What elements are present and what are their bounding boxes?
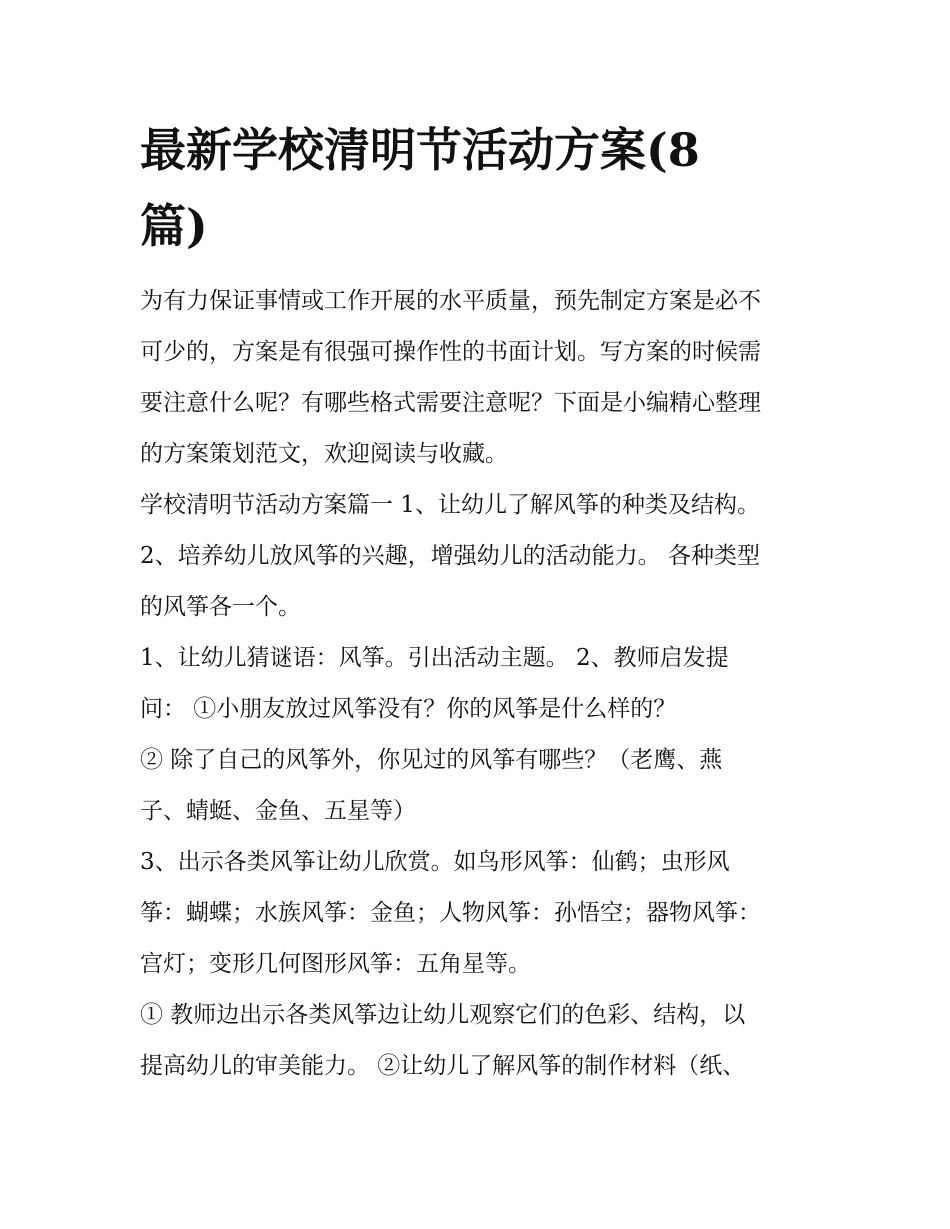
body-line: 1、让幼儿猜谜语：风筝。引出活动主题。 2、教师启发提 <box>140 645 729 671</box>
title-line-1: 最新学校清明节活动方案(8 <box>140 123 700 177</box>
body-line: 学校清明节活动方案篇一 1、让幼儿了解风筝的种类及结构。 <box>140 492 760 518</box>
body-line: ② 除了自己的风筝外，你见过的风筝有哪些？（老鹰、燕 <box>140 747 723 773</box>
body-line: 提高幼儿的审美能力。 ②让幼儿了解风筝的制作材料（纸、 <box>140 1053 746 1079</box>
body-line: 3、出示各类风筝让幼儿欣赏。如鸟形风筝：仙鹤；虫形风 <box>140 849 730 875</box>
body-line: 宫灯；变形几何图形风筝：五角星等。 <box>140 951 531 977</box>
body-line: 2、培养幼儿放风筝的兴趣，增强幼儿的活动能力。 各种类型 <box>140 543 760 569</box>
document-body <box>140 276 820 1092</box>
body-line: 要注意什么呢？有哪些格式需要注意呢？下面是小编精心整理 <box>140 390 761 416</box>
body-line: 筝：蝴蝶；水族风筝：金鱼；人物风筝：孙悟空；器物风筝： <box>140 900 761 926</box>
title-line-2: 篇) <box>140 199 208 253</box>
document-title <box>140 112 820 264</box>
body-line: 可少的，方案是有很强可操作性的书面计划。写方案的时候需 <box>140 339 761 365</box>
body-line: ① 教师边出示各类风筝边让幼儿观察它们的色彩、结构，以 <box>140 1002 746 1028</box>
body-line: 问： ①小朋友放过风筝没有？你的风筝是什么样的？ <box>140 696 677 722</box>
body-line: 的方案策划范文，欢迎阅读与收藏。 <box>140 441 508 467</box>
body-line: 子、蜻蜓、金鱼、五星等） <box>140 798 416 824</box>
body-line: 的风筝各一个。 <box>140 594 301 620</box>
body-line: 为有力保证事情或工作开展的水平质量，预先制定方案是必不 <box>140 288 761 314</box>
